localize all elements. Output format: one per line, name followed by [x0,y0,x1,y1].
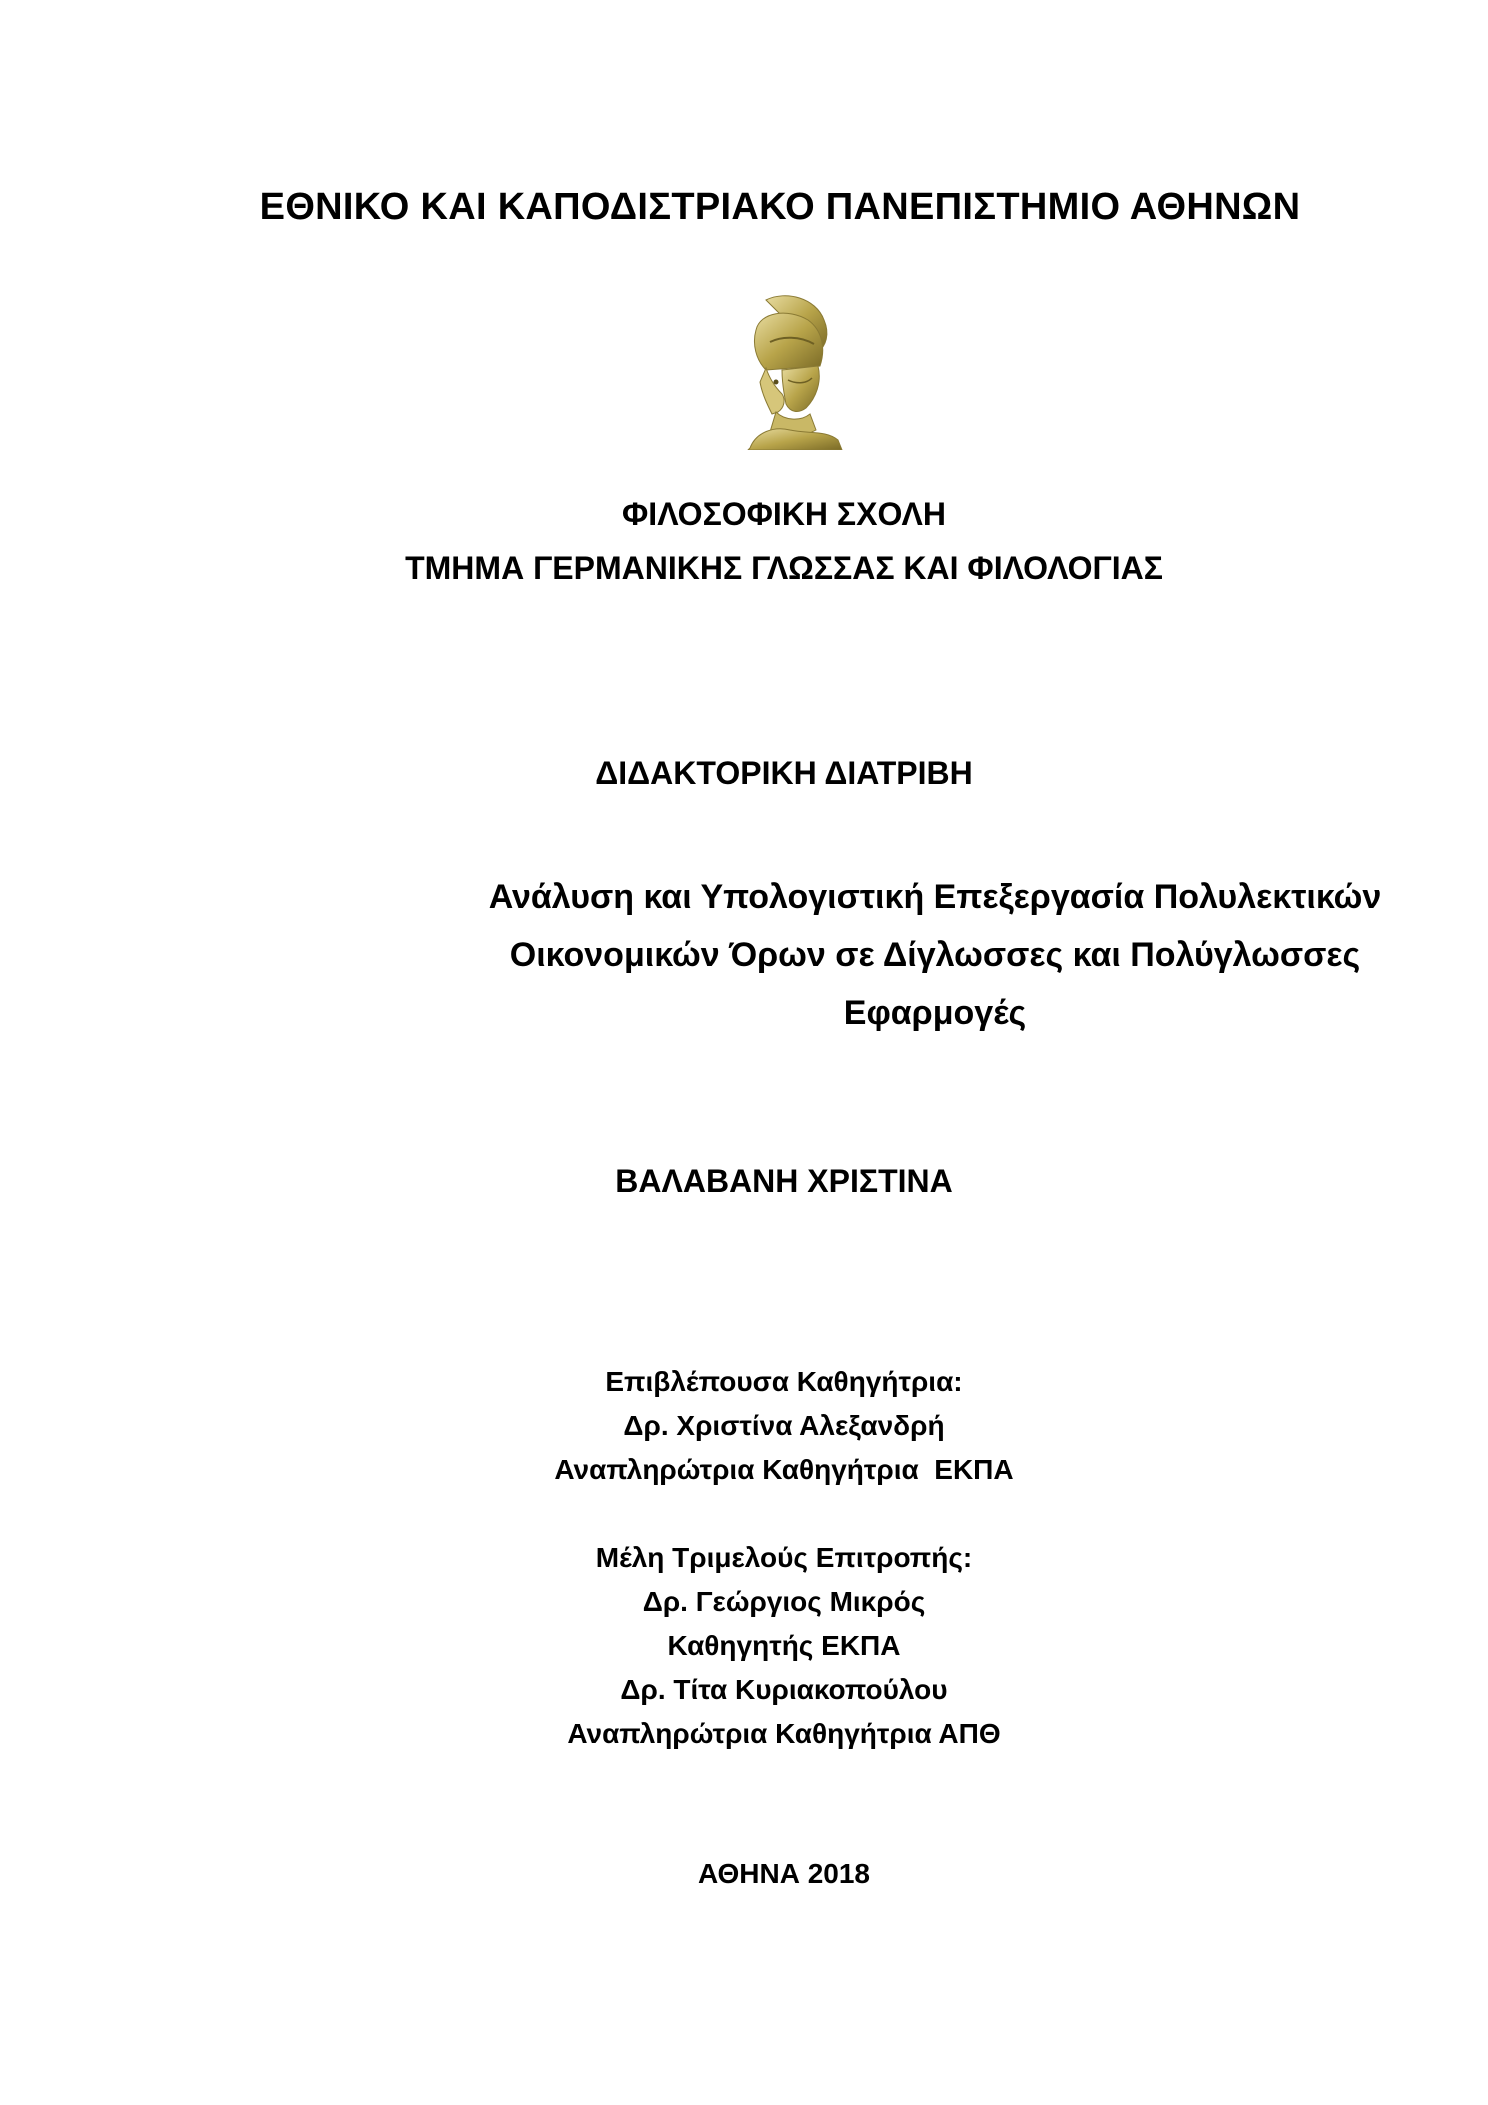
thesis-title [300,868,1488,1042]
supervisor-name: Δρ. Χριστίνα Αλεξανδρή [623,1410,945,1441]
committee-member-position: Αναπληρώτρια Καθηγήτρια ΑΠΘ [567,1718,1001,1749]
athena-helmet-logo-icon [726,290,852,450]
department-name: ΤΜΗΜΑ ΓΕΡΜΑΝΙΚΗΣ ΓΛΩΣΣΑΣ ΚΑΙ ΦΙΛΟΛΟΓΙΑΣ [405,550,1163,586]
document-type: ΔΙΔΑΚΤΟΡΙΚΗ ΔΙΑΤΡΙΒΗ [595,755,973,791]
thesis-title-line: Οικονομικών Όρων σε Δίγλωσσες και Πολύγλωσσες [509,936,1361,974]
place-date: ΑΘΗΝΑ 2018 [698,1858,870,1889]
author-name: ΒΑΛΑΒΑΝΗ ΧΡΙΣΤΙΝΑ [615,1163,953,1199]
committee-block [40,1536,1488,1756]
committee-member-position: Καθηγητής ΕΚΠΑ [667,1630,901,1661]
committee-member-name: Δρ. Γεώργιος Μικρός [642,1586,926,1617]
thesis-title-line: Ανάλυση και Υπολογιστική Επεξεργασία Πολυλεκτικών [488,878,1382,916]
thesis-title-line: Εφαρμογές [843,994,1027,1032]
committee-member-name: Δρ. Τίτα Κυριακοπούλου [620,1674,948,1705]
faculty-name: ΦΙΛΟΣΟΦΙΚΗ ΣΧΟΛΗ [622,496,946,532]
university-name: ΕΘΝΙΚΟ ΚΑΙ ΚΑΠΟΔΙΣΤΡΙΑΚΟ ΠΑΝΕΠΙΣΤΗΜΙΟ ΑΘΗΝΩΝ [259,186,1301,228]
supervisor-position: Αναπληρώτρια Καθηγήτρια ΕΚΠΑ [554,1454,1014,1485]
committee-heading: Μέλη Τριμελούς Επιτροπής: [595,1542,973,1573]
supervisor-heading: Επιβλέπουσα Καθηγήτρια: [605,1366,963,1397]
supervisor-block [40,1360,1488,1492]
